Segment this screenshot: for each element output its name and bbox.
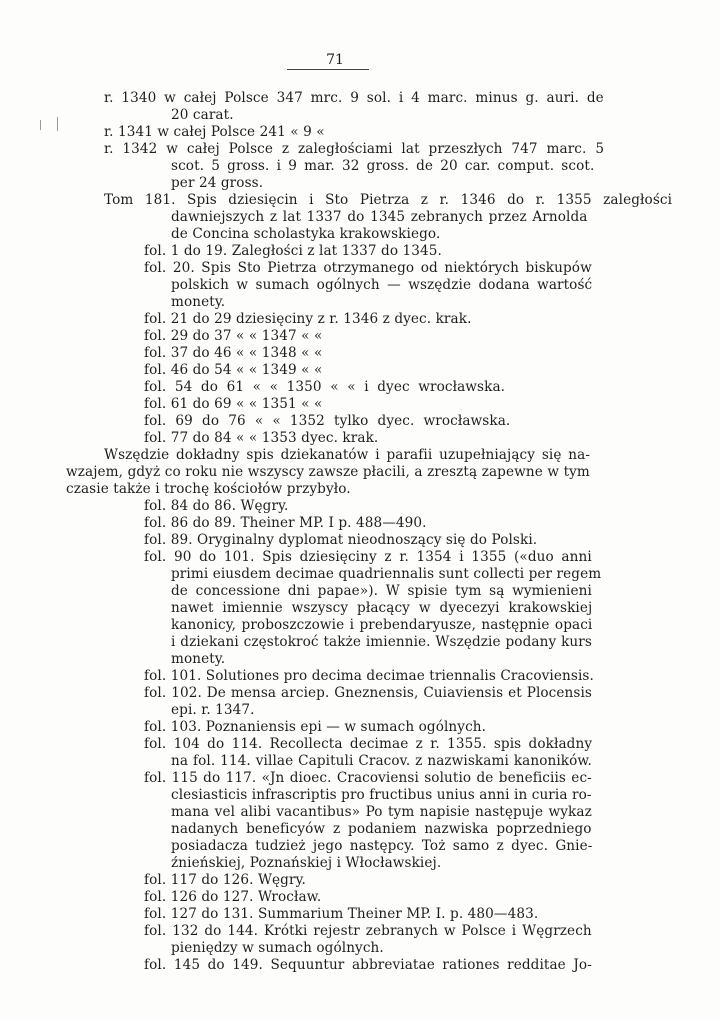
text-line: fol. 90 do 101. Spis dziesięciny z r. 1354 i 1355 («duo anni (144, 549, 592, 565)
text-line: de concessione dni papae»). W spisie tym są wymienieni (171, 583, 592, 599)
text-line: monety. (171, 651, 226, 667)
page-number: 71 (326, 52, 344, 68)
text-line: fol. 46 do 54 « « 1349 « « (144, 362, 323, 378)
text-line: mana vel alibi vacantibus» Po tym napisie następuje wykaz (171, 804, 592, 820)
text-line: pieniędzy w sumach ogólnych. (171, 940, 384, 956)
text-line: fol. 86 do 89. Theiner MP. I p. 488—490. (144, 515, 427, 531)
text-line: nadanych beneficyów z podaniem nazwiska poprzedniego (171, 821, 592, 837)
text-line: fol. 54 do 61 « « 1350 « « i dyec wrocławska. (144, 379, 506, 395)
text-line: dawniejszych z lat 1337 do 1345 zebranych przez Arnolda (171, 209, 588, 225)
text-line: fol. 69 do 76 « « 1352 tylko dyec. wrocławska. (144, 413, 511, 429)
text-line: wzajem, gdyż co roku nie wszyscy zawsze płacili, a zresztą zapewne w tym (66, 464, 590, 480)
text-line: epi. r. 1347. (171, 702, 255, 718)
text-line: posiadacza tudzież jego następcy. Toż samo z dyec. Gnie- (171, 838, 593, 854)
text-line: polskich w sumach ogólnych — wszędzie dodana wartość (171, 277, 593, 293)
text-line: fol. 115 do 117. «Jn dioec. Cracoviensi solutio de beneficiis ec- (144, 770, 592, 786)
text-line: clesiasticis infrascriptis pro fructibus unius anni in curia ro- (171, 787, 592, 803)
text-line: fol. 132 do 144. Krótki rejestr zebranych w Polsce i Węgrzech (144, 923, 592, 939)
text-line: na fol. 114. villae Capituli Cracov. z nazwiskami kanoników. (171, 753, 592, 769)
text-line: nawet imiennie wszyscy płacący w dyecezyi krakowskiej (171, 600, 593, 616)
text-line: fol. 126 do 127. Wrocław. (144, 889, 322, 905)
text-line: r. 1341 w całej Polsce 241 « 9 « (104, 124, 325, 140)
text-line: fol. 1 do 19. Zaległości z lat 1337 do 1345. (144, 243, 442, 259)
text-line: kanonicy, proboszczowie i prebendaryusze, następnie opaci (171, 617, 593, 633)
text-line: fol. 29 do 37 « « 1347 « « (144, 328, 323, 344)
text-line: fol. 145 do 149. Sequuntur abbreviatae rationes redditae Jo- (144, 957, 592, 973)
text-line: fol. 37 do 46 « « 1348 « « (144, 345, 323, 361)
margin-mark (57, 117, 58, 131)
text-line: fol. 102. De mensa arciep. Gneznensis, Cuiaviensis et Plocensis (144, 685, 592, 701)
text-line: monety. (171, 294, 226, 310)
text-line: czasie także i trochę kościołów przybyło. (66, 481, 351, 497)
text-line: Tom 181. Spis dziesięcin i Sto Pietrza z r. 1346 do r. 1355 zaległości (104, 192, 673, 208)
text-line: fol. 127 do 131. Summarium Theiner MP. I. p. 480—483. (144, 906, 539, 922)
text-line: źnieńskiej, Poznańskiej i Włocławskiej. (171, 855, 442, 871)
text-line: 20 carat. (171, 107, 234, 123)
text-line: fol. 117 do 126. Węgry. (144, 872, 306, 888)
text-line: per 24 gross. (171, 175, 264, 191)
text-line: r. 1340 w całej Polsce 347 mrc. 9 sol. i 4 marc. minus g. auri. de (104, 90, 604, 106)
text-line: fol. 89. Oryginalny dyplomat nieodnoszący się do Polski. (144, 532, 538, 548)
margin-mark (40, 120, 41, 130)
text-line: scot. 5 gross. i 9 mar. 32 gross. de 20 car. comput. scot. (171, 158, 595, 174)
text-line: fol. 21 do 29 dziesięciny z r. 1346 z dyec. krak. (144, 311, 472, 327)
text-line: fol. 84 do 86. Węgry. (144, 498, 289, 514)
text-line: fol. 104 do 114. Recollecta decimae z r. 1355. spis dokładny (144, 736, 593, 752)
text-line: i dziekani częstokroć także imiennie. Wszędzie podany kurs (171, 634, 592, 650)
text-line: r. 1342 w całej Polsce z zaległościami lat przeszłych 747 marc. 5 (104, 141, 605, 157)
text-line: fol. 20. Spis Sto Pietrza otrzymanego od niektórych biskupów (144, 260, 592, 276)
text-line: de Concina scholastyka krakowskiego. (171, 226, 441, 242)
text-line: fol. 103. Poznaniensis epi — w sumach ogólnych. (144, 719, 487, 735)
page-number-rule (287, 69, 369, 70)
text-line: fol. 101. Solutiones pro decima decimae triennalis Cracoviensis. (144, 668, 594, 684)
text-line: Wszędzie dokładny spis dziekanatów i parafii uzupełniający się na- (104, 447, 591, 463)
text-line: fol. 61 do 69 « « 1351 « « (144, 396, 323, 412)
text-line: fol. 77 do 84 « « 1353 dyec. krak. (144, 430, 379, 446)
text-line: primi eiusdem decimae quadriennalis sunt collecti per regem (171, 566, 602, 582)
